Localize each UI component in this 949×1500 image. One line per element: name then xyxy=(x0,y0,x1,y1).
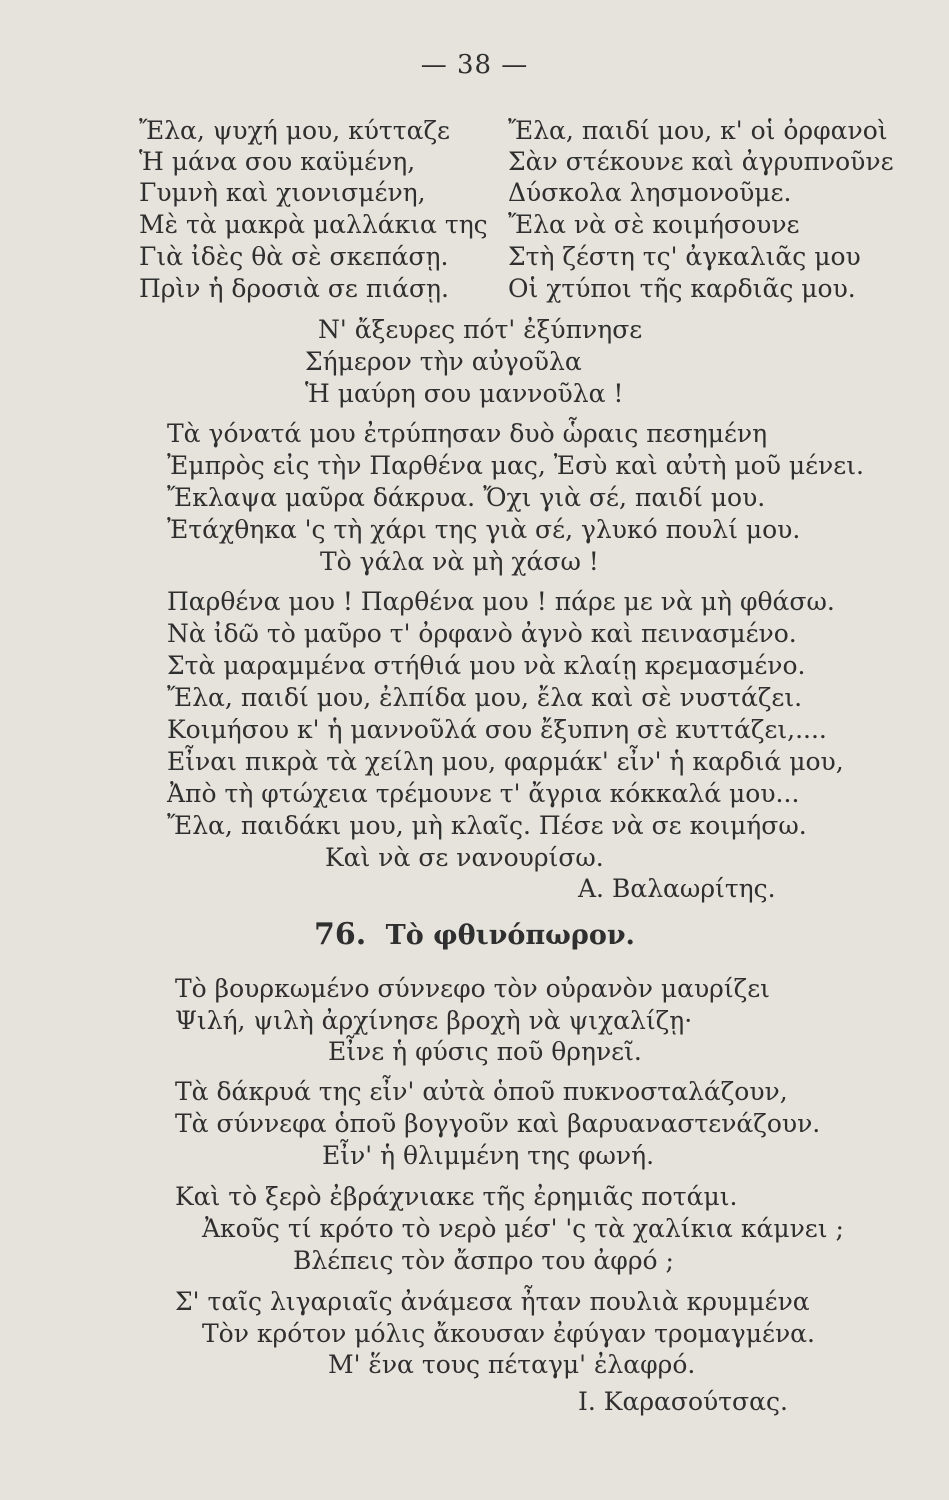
poem-line: Οἱ χτύποι τῆς καρδιᾶς μου. xyxy=(508,274,856,303)
poem-line: Ψιλή, ψιλὴ ἀρχίνησε βροχὴ νὰ ψιχαλίζῃ· xyxy=(175,1006,693,1035)
poem-line: Στὰ μαραμμένα στήθιά μου νὰ κλαίῃ κρεμασμένο. xyxy=(167,651,806,680)
poem-line: Ἔλα, παιδάκι μου, μὴ κλαῖς. Πέσε νὰ σε κοιμήσω. xyxy=(167,811,807,840)
poem-line: Μ' ἕνα τους πέταγμ' ἐλαφρό. xyxy=(328,1350,696,1379)
section-number: 76. xyxy=(314,917,367,952)
poem-line: Σήμερον τὴν αὐγοῦλα xyxy=(305,347,582,376)
poem-line: Ἔκλαψα μαῦρα δάκρυα. Ὄχι γιὰ σέ, παιδί μου. xyxy=(167,483,766,512)
poem-line: Γυμνὴ καὶ χιονισμένη, xyxy=(139,178,426,207)
poem-line: Καὶ τὸ ξερὸ ἐβράχνιακε τῆς ἐρημιᾶς ποτάμι. xyxy=(175,1182,738,1211)
poem-line: Σ' ταῖς λιγαριαῖς ἀνάμεσα ἦταν πουλιὰ κρυμμένα xyxy=(175,1287,810,1316)
poem-line: Κοιμήσου κ' ἡ μαννοῦλά σου ἔξυπνη σὲ κυττάζει,.... xyxy=(167,715,827,744)
poem-line: Ἐτάχθηκα 'ς τὴ χάρι της γιὰ σέ, γλυκό πουλί μου. xyxy=(167,515,801,544)
poem-line: Τὰ σύννεφα ὁποῦ βογγοῦν καὶ βαρυαναστενάζουν. xyxy=(175,1109,821,1138)
poem-line: Ἔλα, ψυχή μου, κύτταζε xyxy=(139,116,450,145)
poem-line: Ἔλα, παιδί μου, ἐλπίδα μου, ἔλα καὶ σὲ νυστάζει. xyxy=(167,683,803,712)
poem-line: Ν' ἄξευρες πότ' ἐξύπνησε xyxy=(318,315,643,344)
section-heading xyxy=(0,917,949,952)
poem-line: Εἶνε ἡ φύσις ποῦ θρηνεῖ. xyxy=(328,1037,642,1066)
poem-line: Νὰ ἰδῶ τὸ μαῦρο τ' ὀρφανὸ ἀγνὸ καὶ πεινασμένο. xyxy=(167,619,797,648)
poem-line: Βλέπεις τὸν ἄσπρο του ἀφρό ; xyxy=(293,1246,674,1275)
poem-line: Μὲ τὰ μακρὰ μαλλάκια της xyxy=(139,210,488,239)
poem-line: Ἀπὸ τὴ φτώχεια τρέμουνε τ' ἄγρια κόκκαλά μου... xyxy=(167,779,800,808)
poem-line: Τὸ βουρκωμένο σύννεφο τὸν οὐρανὸν μαυρίζει xyxy=(175,974,770,1003)
author-signature: Ι. Καρασούτσας. xyxy=(578,1387,788,1416)
poem-line: Εἶν' ἡ θλιμμένη της φωνή. xyxy=(322,1141,655,1170)
poem-line: Στὴ ζέστη τς' ἀγκαλιᾶς μου xyxy=(508,242,861,271)
author-signature: Α. Βαλαωρίτης. xyxy=(578,874,776,903)
poem-line: Πρὶν ἡ δροσιὰ σε πιάσῃ. xyxy=(139,274,449,303)
poem-line: Ἡ μαύρη σου μαννοῦλα ! xyxy=(305,379,624,408)
poem-line: Δύσκολα λησμονοῦμε. xyxy=(508,178,792,207)
poem-line: Ἀκοῦς τί κρότο τὸ νερὸ μέσ' 'ς τὰ χαλίκια κάμνει ; xyxy=(202,1214,844,1243)
poem-line: Ἔλα νὰ σὲ κοιμήσουνε xyxy=(508,210,800,239)
section-title: Τὸ φθινόπωρον. xyxy=(385,920,635,951)
poem-line: Ἐμπρὸς εἰς τὴν Παρθένα μας, Ἐσὺ καὶ αὐτὴ μοῦ μένει. xyxy=(167,451,864,480)
poem-line: Καὶ νὰ σε νανουρίσω. xyxy=(325,843,604,872)
poem-line: Σὰν στέκουνε καὶ ἀγρυπνοῦνε xyxy=(508,147,894,176)
poem-line: Ἔλα, παιδί μου, κ' οἱ ὀρφανοὶ xyxy=(508,116,888,145)
poem-line: Τὸν κρότον μόλις ἄκουσαν ἐφύγαν τρομαγμένα. xyxy=(202,1319,815,1348)
page-number: — 38 — xyxy=(420,50,529,80)
poem-line: Τὸ γάλα νὰ μὴ χάσω ! xyxy=(320,547,599,576)
poem-line: Ἡ μάνα σου καϋμένη, xyxy=(139,147,416,176)
poem-line: Παρθένα μου ! Παρθένα μου ! πάρε με νὰ μὴ φθάσω. xyxy=(167,587,835,616)
poem-line: Τὰ δάκρυά της εἶν' αὐτὰ ὁποῦ πυκνοσταλάζουν, xyxy=(175,1077,788,1106)
poem-line: Εἶναι πικρὰ τὰ χείλη μου, φαρμάκ' εἶν' ἡ καρδιά μου, xyxy=(167,747,844,776)
poem-line: Τὰ γόνατά μου ἐτρύπησαν δυὸ ὧραις πεσημένη xyxy=(167,419,768,448)
poem-line: Γιὰ ἰδὲς θὰ σὲ σκεπάσῃ. xyxy=(139,242,449,271)
